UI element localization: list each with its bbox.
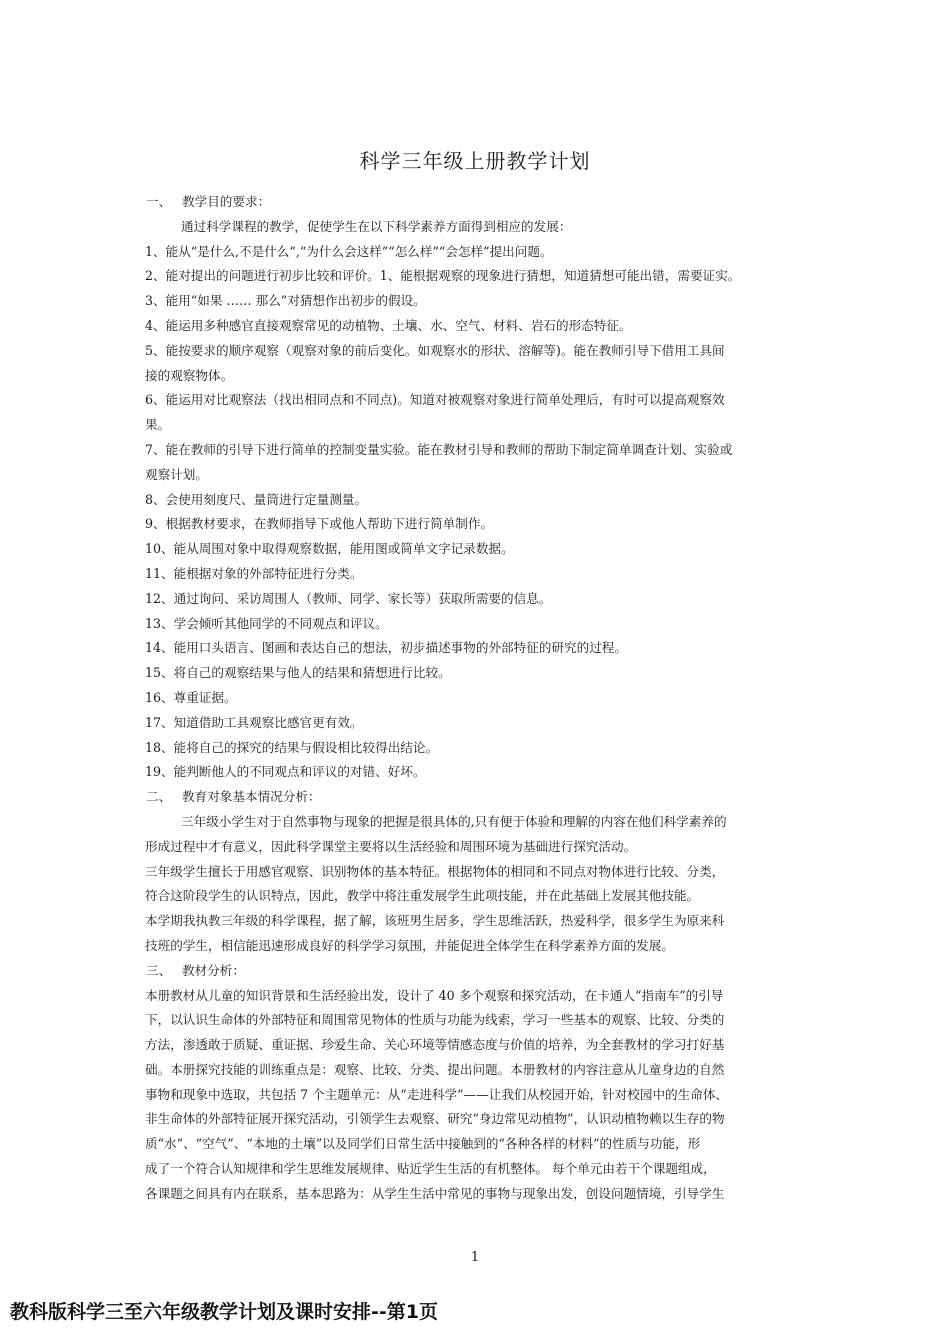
list-item: 3、能用“如果 …… 那么”对猜想作出初步的假设。 [145, 293, 426, 309]
section-title: 教育对象基本情况分析： [182, 789, 321, 805]
paragraph-line: 符合这阶段学生的认识特点，因此，教学中将注重发展学生此项技能，并在此基础上发展其他技能。 [145, 888, 700, 904]
list-item: 19、能判断他人的不同观点和评议的对错、好坏。 [145, 764, 426, 780]
paragraph-line: 方法，渗透敢于质疑、重证据、珍爱生命、关心环境等情感态度与价值的培养，为全套教材的学习打好基 [145, 1037, 725, 1053]
list-item: 2、能对提出的问题进行初步比较和评价。1、能根据观察的现象进行猜想，知道猜想可能出错，需要证实。 [145, 268, 741, 284]
paragraph-line: 三年级小学生对于自然事物与现象的把握是很具体的,只有便于体验和理解的内容在他们科学素养的 [181, 813, 727, 829]
list-item: 4、能运用多种感官直接观察常见的动植物、土壤、水、空气、材料、岩石的形态特征。 [145, 317, 632, 333]
paragraph-line: 非生命体的外部特征展开探究活动，引领学生去观察、研究“身边常见动植物”，认识动植物赖以生存的物 [145, 1111, 725, 1127]
section-title: 教材分析： [182, 962, 245, 978]
section-heading [145, 190, 813, 215]
paragraph-line: 本学期我执教三年级的科学课程，据了解，该班男生居多，学生思维活跃，热爱科学，很多学生为原来科 [145, 913, 725, 929]
paragraph-line: 本册教材从儿童的知识背景和生活经验出发，设计了 40 多个观察和探究活动，在卡通人“指南车”的引导 [145, 987, 724, 1003]
list-item: 13、学会倾听其他同学的不同观点和评议。 [145, 615, 388, 631]
paragraph-line: 形成过程中才有意义，因此科学课堂主要将以生活经验和周围环境为基础进行探究活动。 [145, 838, 637, 854]
section-heading [145, 959, 813, 984]
list-item: 15、将自己的观察结果与他人的结果和猜想进行比较。 [145, 665, 451, 681]
list-item: 18、能将自己的探究的结果与假设相比较得出结论。 [145, 739, 439, 755]
list-item: 观察计划。 [145, 466, 208, 482]
section-number: 一、 [146, 194, 172, 209]
list-item: 1、能从“是什么,不是什么”,“为什么会这样”“怎么样”“会怎样”提出问题。 [145, 243, 553, 259]
paragraph-line: 三年级学生擅长于用感官观察、识别物体的基本特征。根据物体的相同和不同点对物体进行比较、分类， [145, 863, 725, 879]
paragraph-line: 础。本册探究技能的训练重点是：观察、比较、分类、提出问题。本册教材的内容注意从儿童身边的自然 [145, 1061, 725, 1077]
list-item: 5、能按要求的顺序观察（观察对象的前后变化。如观察水的形状、溶解等)。能在教师引导下借用工具间 [145, 342, 725, 358]
footer-caption: 教科版科学三至六年级教学计划及课时安排--第1页 [10, 1301, 438, 1323]
section-number: 二、 [146, 789, 172, 805]
list-item: 12、通过询问、采访周围人（教师、同学、家长等）获取所需要的信息。 [145, 590, 552, 606]
list-item: 8、会使用刻度尺、量筒进行定量测量。 [145, 491, 368, 507]
paragraph-line: 技班的学生，相信能迅速形成良好的科学学习氛围，并能促进全体学生在科学素养方面的发展。 [145, 937, 674, 953]
document-body [145, 190, 813, 1207]
section-number: 三、 [146, 962, 172, 978]
section-heading [145, 785, 813, 810]
page-title: 科学三年级上册教学计划 [359, 149, 591, 173]
section-title: 教学目的要求： [182, 194, 271, 209]
list-item: 9、根据教材要求，在教师指导下或他人帮助下进行简单制作。 [145, 516, 494, 532]
paragraph-line: 下，以认识生命体的外部特征和周围常见物体的性质与功能为线索，学习一些基本的观察、比较、分类的 [145, 1012, 725, 1028]
paragraph-line: 成了一个符合认知规律和学生思维发展规律、贴近学生生活的有机整体。 每个单元由若干个课题组成， [145, 1161, 716, 1177]
paragraph-line: 通过科学课程的教学，促使学生在以下科学素养方面得到相应的发展： [181, 218, 572, 234]
objective-list [145, 240, 813, 786]
list-item: 7、能在教师的引导下进行简单的控制变量实验。能在教材引导和教师的帮助下制定简单调查计划、实验或 [145, 441, 733, 457]
list-item: 6、能运用对比观察法（找出相同点和不同点)。知道对被观察对象进行简单处理后，有时可以提高观察效 [145, 392, 725, 408]
paragraph-line: 各课题之间具有内在联系，基本思路为：从学生生活中常见的事物与现象出发，创设问题情境，引导学生 [145, 1185, 725, 1201]
list-item: 果。 [145, 417, 171, 433]
page-number: 1 [470, 1250, 480, 1265]
list-item: 17、知道借助工具观察比感官更有效。 [145, 714, 363, 730]
list-item: 接的观察物体。 [145, 367, 234, 383]
list-item: 10、能从周围对象中取得观察数据，能用图或简单文字记录数据。 [145, 541, 514, 557]
analysis-paragraphs [145, 810, 813, 959]
list-item: 16、尊重证据。 [145, 689, 237, 705]
list-item: 11、能根据对象的外部特征进行分类。 [145, 565, 363, 581]
paragraph-line: 事物和现象中选取，共包括 7 个主题单元：从“走进科学”——让我们从校园开始，针对校园中的生命体、 [145, 1086, 729, 1102]
paragraph-line: 质“水”、“空气”、“本地的土壤”以及同学们日常生活中接触到的“各种各样的材料”的性质与功能，形 [145, 1136, 701, 1152]
textbook-analysis-paragraph [145, 984, 813, 1207]
list-item: 14、能用口头语言、图画和表达自己的想法，初步描述事物的外部特征的研究的过程。 [145, 640, 627, 656]
